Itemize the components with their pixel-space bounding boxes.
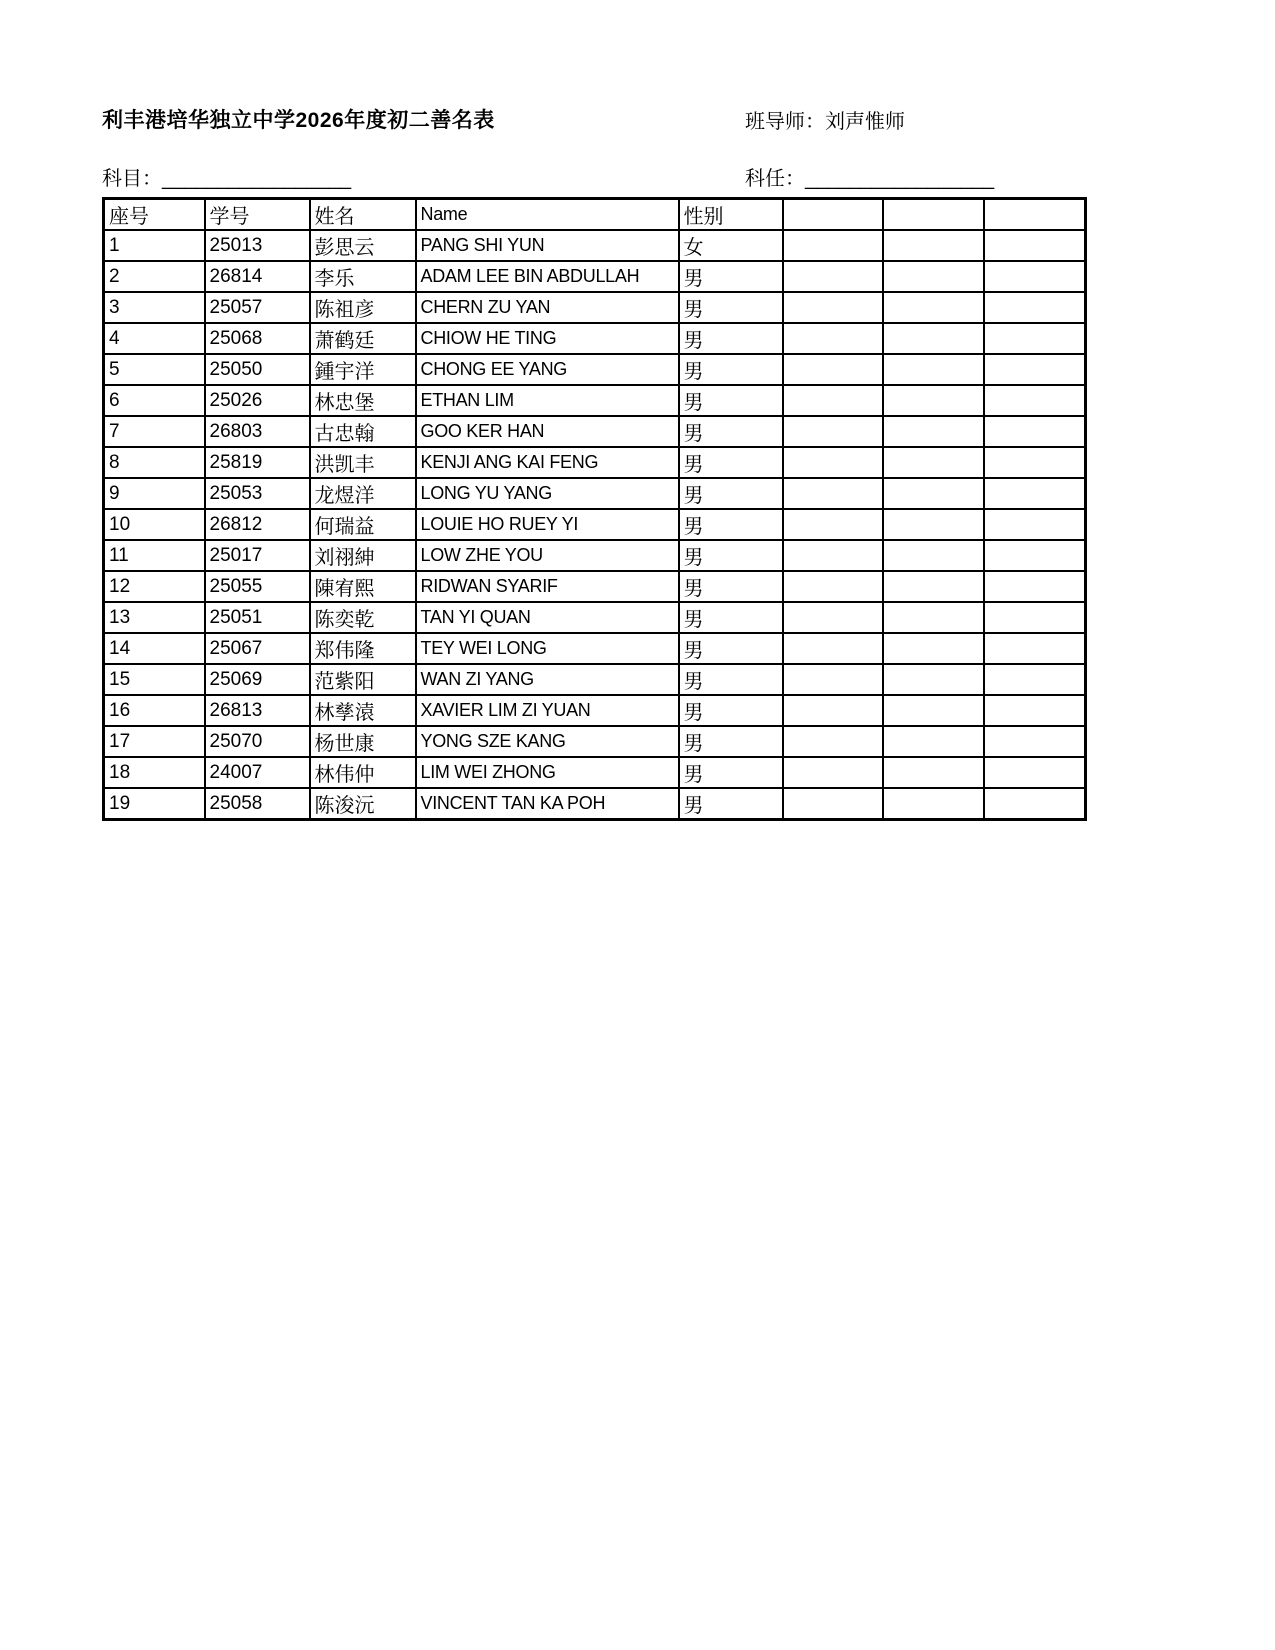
cell-chinese-name: 鍾宇洋 bbox=[310, 354, 416, 385]
cell-empty bbox=[984, 757, 1086, 788]
student-row bbox=[104, 540, 1086, 571]
student-row bbox=[104, 633, 1086, 664]
cell-empty bbox=[883, 571, 984, 602]
cell-chinese-name: 李乐 bbox=[310, 261, 416, 292]
student-row bbox=[104, 664, 1086, 695]
cell-chinese-name: 萧鹤廷 bbox=[310, 323, 416, 354]
cell-seat: 17 bbox=[104, 726, 205, 757]
cell-english-name: LOW ZHE YOU bbox=[416, 540, 679, 571]
cell-empty bbox=[783, 540, 883, 571]
cell-chinese-name: 何瑞益 bbox=[310, 509, 416, 540]
cell-english-name: CHIOW HE TING bbox=[416, 323, 679, 354]
cell-chinese-name: 林忠堡 bbox=[310, 385, 416, 416]
column-header-extra-3 bbox=[984, 199, 1086, 231]
cell-english-name: LIM WEI ZHONG bbox=[416, 757, 679, 788]
cell-student-id: 25051 bbox=[205, 602, 310, 633]
cell-gender: 男 bbox=[679, 664, 783, 695]
cell-empty bbox=[883, 416, 984, 447]
student-row bbox=[104, 695, 1086, 726]
cell-empty bbox=[783, 292, 883, 323]
cell-empty bbox=[883, 292, 984, 323]
cell-chinese-name: 洪凯丰 bbox=[310, 447, 416, 478]
student-row bbox=[104, 323, 1086, 354]
cell-gender: 男 bbox=[679, 385, 783, 416]
class-teacher-line bbox=[745, 105, 905, 134]
subject-teacher-field bbox=[745, 162, 994, 191]
cell-chinese-name: 林孳溒 bbox=[310, 695, 416, 726]
cell-empty bbox=[883, 695, 984, 726]
cell-empty bbox=[883, 540, 984, 571]
cell-student-id: 25057 bbox=[205, 292, 310, 323]
cell-seat: 15 bbox=[104, 664, 205, 695]
cell-english-name: WAN ZI YANG bbox=[416, 664, 679, 695]
cell-empty bbox=[783, 478, 883, 509]
cell-empty bbox=[783, 788, 883, 820]
cell-empty bbox=[883, 230, 984, 261]
cell-gender: 男 bbox=[679, 540, 783, 571]
cell-empty bbox=[984, 602, 1086, 633]
cell-empty bbox=[883, 757, 984, 788]
cell-seat: 7 bbox=[104, 416, 205, 447]
cell-empty bbox=[883, 788, 984, 820]
cell-seat: 4 bbox=[104, 323, 205, 354]
cell-english-name: RIDWAN SYARIF bbox=[416, 571, 679, 602]
cell-student-id: 25026 bbox=[205, 385, 310, 416]
cell-gender: 男 bbox=[679, 695, 783, 726]
cell-empty bbox=[984, 788, 1086, 820]
cell-gender: 男 bbox=[679, 571, 783, 602]
cell-student-id: 25067 bbox=[205, 633, 310, 664]
cell-chinese-name: 陳宥熙 bbox=[310, 571, 416, 602]
title-line bbox=[102, 104, 1152, 132]
cell-student-id: 26814 bbox=[205, 261, 310, 292]
cell-seat: 6 bbox=[104, 385, 205, 416]
cell-seat: 9 bbox=[104, 478, 205, 509]
cell-chinese-name: 郑伟隆 bbox=[310, 633, 416, 664]
cell-seat: 12 bbox=[104, 571, 205, 602]
cell-english-name: KENJI ANG KAI FENG bbox=[416, 447, 679, 478]
cell-seat: 2 bbox=[104, 261, 205, 292]
cell-gender: 男 bbox=[679, 323, 783, 354]
cell-empty bbox=[984, 664, 1086, 695]
cell-gender: 男 bbox=[679, 354, 783, 385]
cell-english-name: VINCENT TAN KA POH bbox=[416, 788, 679, 820]
cell-english-name: TEY WEI LONG bbox=[416, 633, 679, 664]
cell-english-name: YONG SZE KANG bbox=[416, 726, 679, 757]
cell-chinese-name: 陈浚沅 bbox=[310, 788, 416, 820]
cell-seat: 8 bbox=[104, 447, 205, 478]
student-row bbox=[104, 757, 1086, 788]
cell-english-name: ADAM LEE BIN ABDULLAH bbox=[416, 261, 679, 292]
cell-gender: 男 bbox=[679, 633, 783, 664]
cell-gender: 男 bbox=[679, 602, 783, 633]
cell-empty bbox=[984, 695, 1086, 726]
cell-empty bbox=[883, 385, 984, 416]
cell-empty bbox=[984, 726, 1086, 757]
student-row bbox=[104, 571, 1086, 602]
cell-student-id: 25070 bbox=[205, 726, 310, 757]
cell-gender: 男 bbox=[679, 416, 783, 447]
cell-seat: 1 bbox=[104, 230, 205, 261]
cell-empty bbox=[783, 447, 883, 478]
cell-seat: 13 bbox=[104, 602, 205, 633]
cell-chinese-name: 彭思云 bbox=[310, 230, 416, 261]
cell-empty bbox=[984, 323, 1086, 354]
student-table bbox=[102, 197, 1087, 821]
cell-empty bbox=[984, 292, 1086, 323]
subject-teacher-blank: _________________ bbox=[805, 168, 995, 190]
cell-empty bbox=[783, 354, 883, 385]
cell-gender: 男 bbox=[679, 788, 783, 820]
cell-english-name: GOO KER HAN bbox=[416, 416, 679, 447]
cell-seat: 19 bbox=[104, 788, 205, 820]
student-row bbox=[104, 416, 1086, 447]
cell-empty bbox=[883, 478, 984, 509]
cell-student-id: 25050 bbox=[205, 354, 310, 385]
cell-empty bbox=[984, 385, 1086, 416]
subject-label: 科目： bbox=[102, 168, 162, 190]
cell-empty bbox=[783, 633, 883, 664]
cell-student-id: 25819 bbox=[205, 447, 310, 478]
cell-empty bbox=[984, 261, 1086, 292]
student-row bbox=[104, 261, 1086, 292]
cell-chinese-name: 范紫阳 bbox=[310, 664, 416, 695]
cell-gender: 男 bbox=[679, 292, 783, 323]
cell-english-name: TAN YI QUAN bbox=[416, 602, 679, 633]
cell-chinese-name: 龙煜洋 bbox=[310, 478, 416, 509]
column-header-english-name: Name bbox=[416, 199, 679, 231]
column-header-gender: 性别 bbox=[679, 199, 783, 231]
cell-empty bbox=[783, 695, 883, 726]
cell-empty bbox=[783, 385, 883, 416]
cell-empty bbox=[883, 602, 984, 633]
page-title: 利丰港培华独立中学2026年度初二善名表 bbox=[102, 109, 495, 132]
cell-empty bbox=[783, 230, 883, 261]
column-header-chinese-name: 姓名 bbox=[310, 199, 416, 231]
cell-student-id: 25068 bbox=[205, 323, 310, 354]
cell-seat: 10 bbox=[104, 509, 205, 540]
cell-empty bbox=[883, 323, 984, 354]
cell-student-id: 26813 bbox=[205, 695, 310, 726]
student-row bbox=[104, 447, 1086, 478]
cell-student-id: 25053 bbox=[205, 478, 310, 509]
student-row bbox=[104, 788, 1086, 820]
student-row bbox=[104, 509, 1086, 540]
cell-student-id: 24007 bbox=[205, 757, 310, 788]
cell-empty bbox=[883, 261, 984, 292]
student-row bbox=[104, 230, 1086, 261]
cell-empty bbox=[984, 478, 1086, 509]
subject-field bbox=[102, 162, 351, 191]
cell-empty bbox=[883, 509, 984, 540]
cell-chinese-name: 刘祤紳 bbox=[310, 540, 416, 571]
cell-student-id: 26812 bbox=[205, 509, 310, 540]
cell-student-id: 25069 bbox=[205, 664, 310, 695]
cell-student-id: 25055 bbox=[205, 571, 310, 602]
cell-student-id: 25058 bbox=[205, 788, 310, 820]
cell-chinese-name: 陈祖彦 bbox=[310, 292, 416, 323]
cell-empty bbox=[984, 540, 1086, 571]
cell-empty bbox=[783, 509, 883, 540]
cell-empty bbox=[783, 261, 883, 292]
cell-empty bbox=[984, 416, 1086, 447]
cell-chinese-name: 古忠翰 bbox=[310, 416, 416, 447]
column-header-extra-2 bbox=[883, 199, 984, 231]
cell-gender: 男 bbox=[679, 261, 783, 292]
cell-chinese-name: 陈奕乾 bbox=[310, 602, 416, 633]
cell-student-id: 25013 bbox=[205, 230, 310, 261]
cell-empty bbox=[984, 571, 1086, 602]
cell-empty bbox=[984, 509, 1086, 540]
fields-line bbox=[102, 162, 1152, 188]
cell-empty bbox=[883, 633, 984, 664]
cell-seat: 16 bbox=[104, 695, 205, 726]
subject-teacher-label: 科任： bbox=[745, 168, 805, 190]
cell-empty bbox=[984, 354, 1086, 385]
cell-empty bbox=[883, 726, 984, 757]
cell-english-name: ETHAN LIM bbox=[416, 385, 679, 416]
cell-empty bbox=[883, 664, 984, 695]
student-table-body bbox=[104, 230, 1086, 820]
subject-blank: _________________ bbox=[162, 168, 352, 190]
cell-gender: 男 bbox=[679, 509, 783, 540]
cell-english-name: LOUIE HO RUEY YI bbox=[416, 509, 679, 540]
column-header-extra-1 bbox=[783, 199, 883, 231]
cell-empty bbox=[984, 633, 1086, 664]
cell-empty bbox=[783, 571, 883, 602]
cell-gender: 男 bbox=[679, 478, 783, 509]
cell-english-name: PANG SHI YUN bbox=[416, 230, 679, 261]
student-row bbox=[104, 726, 1086, 757]
table-header-row bbox=[104, 199, 1086, 231]
column-header-seat: 座号 bbox=[104, 199, 205, 231]
cell-empty bbox=[984, 230, 1086, 261]
cell-english-name: XAVIER LIM ZI YUAN bbox=[416, 695, 679, 726]
cell-english-name: LONG YU YANG bbox=[416, 478, 679, 509]
cell-seat: 3 bbox=[104, 292, 205, 323]
cell-seat: 14 bbox=[104, 633, 205, 664]
cell-gender: 男 bbox=[679, 726, 783, 757]
cell-empty bbox=[783, 664, 883, 695]
class-teacher-label: 班导师： bbox=[745, 111, 825, 133]
cell-chinese-name: 林伟仲 bbox=[310, 757, 416, 788]
cell-english-name: CHONG EE YANG bbox=[416, 354, 679, 385]
cell-student-id: 25017 bbox=[205, 540, 310, 571]
class-teacher-value: 刘声惟师 bbox=[825, 111, 905, 133]
cell-empty bbox=[783, 323, 883, 354]
student-row bbox=[104, 478, 1086, 509]
cell-empty bbox=[783, 757, 883, 788]
cell-empty bbox=[783, 602, 883, 633]
column-header-student-id: 学号 bbox=[205, 199, 310, 231]
student-row bbox=[104, 354, 1086, 385]
cell-seat: 5 bbox=[104, 354, 205, 385]
cell-empty bbox=[883, 354, 984, 385]
cell-seat: 11 bbox=[104, 540, 205, 571]
cell-empty bbox=[984, 447, 1086, 478]
cell-gender: 男 bbox=[679, 447, 783, 478]
student-row bbox=[104, 602, 1086, 633]
cell-gender: 男 bbox=[679, 757, 783, 788]
cell-student-id: 26803 bbox=[205, 416, 310, 447]
cell-empty bbox=[783, 726, 883, 757]
cell-chinese-name: 杨世康 bbox=[310, 726, 416, 757]
student-row bbox=[104, 292, 1086, 323]
cell-seat: 18 bbox=[104, 757, 205, 788]
cell-empty bbox=[783, 416, 883, 447]
cell-empty bbox=[883, 447, 984, 478]
student-row bbox=[104, 385, 1086, 416]
cell-english-name: CHERN ZU YAN bbox=[416, 292, 679, 323]
cell-gender: 女 bbox=[679, 230, 783, 261]
